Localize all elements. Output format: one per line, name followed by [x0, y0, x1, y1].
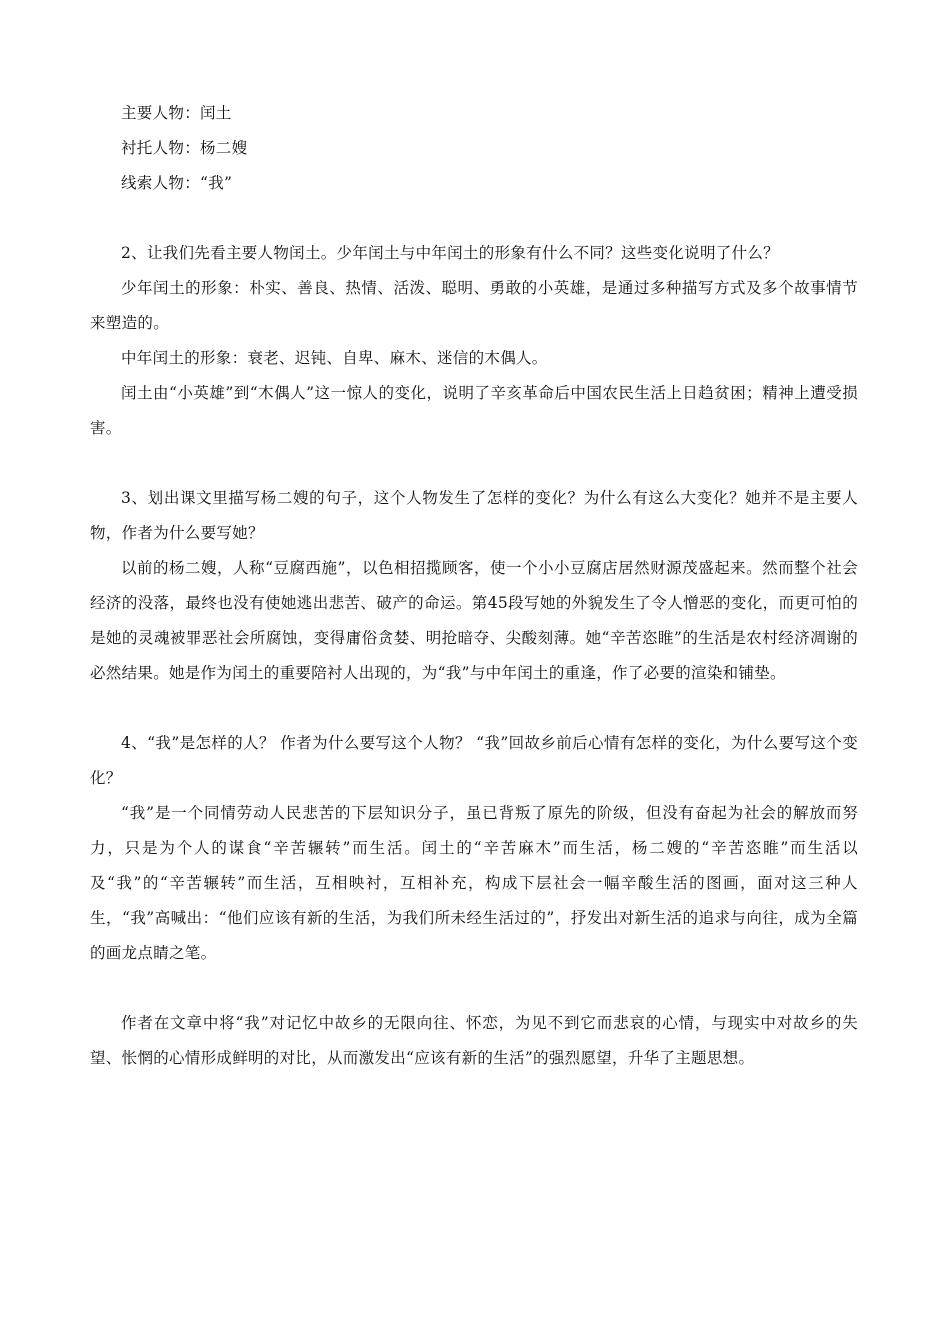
spacer [90, 691, 858, 726]
spacer [90, 201, 858, 236]
conclusion-paragraph: 作者在文章中将“我”对记忆中故乡的无限向往、怀恋，为见不到它而悲哀的心情，与现实中对故乡的失望、怅惘的心情形成鲜明的对比，从而激发出“应该有新的生活”的强烈愿望，升华了主题思想。 [90, 1014, 858, 1067]
foil-character-line: 衬托人物：杨二嫂 [121, 139, 248, 157]
answer-4: “我”是一个同情劳动人民悲苦的下层知识分子，虽已背叛了原先的阶级，但没有奋起为社会的解放而努力，只是为个人的谋食“辛苦辗转”而生活。闰土的“辛苦麻木”而生活，杨二嫂的“辛苦恣睢”而生活以及“我”的“辛苦辗转”而生活，互相映衬，互相补充，构成下层社会一幅辛酸生活的图画，面对这三种人生，“我”高喊出：“他们应该有新的生活，为我们所未经生活过的”，抒发出对新生活的追求与向往，成为全篇的画龙点睛之笔。 [90, 804, 858, 962]
question-2: 2、让我们先看主要人物闰土。少年闰土与中年闰土的形象有什么不同？这些变化说明了什么？ [121, 244, 779, 262]
spacer [90, 446, 858, 481]
answer-3: 以前的杨二嫂，人称“豆腐西施”，以色相招揽顾客，使一个小小豆腐店居然财源茂盛起来。然而整个社会经济的没落，最终也没有使她逃出悲苦、破产的命运。第45段写她的外貌发生了令人憎恶的变化，而更可怕的是她的灵魂被罪恶社会所腐蚀，变得庸俗贪婪、明抢暗夺、尖酸刻薄。她“辛苦恣睢”的生活是农村经济凋谢的必然结果。她是作为闰土的重要陪衬人出现的，为“我”与中年闰土的重逢，作了必要的渲染和铺垫。 [90, 559, 858, 682]
spacer [90, 971, 858, 1006]
question-4: 4、“我”是怎样的人？ 作者为什么要写这个人物？ “我”回故乡前后心情有怎样的变化，为什么要写这个变化？ [90, 734, 858, 787]
answer-2-middle-aged-runtu: 中年闰土的形象：衰老、迟钝、自卑、麻木、迷信的木偶人。 [121, 349, 548, 367]
main-character-line: 主要人物：闰土 [121, 104, 232, 122]
answer-2-change: 闰土由“小英雄”到“木偶人”这一惊人的变化，说明了辛亥革命后中国农民生活上日趋贫困；精神上遭受损害。 [90, 384, 858, 437]
question-3: 3、划出课文里描写杨二嫂的句子，这个人物发生了怎样的变化？为什么有这么大变化？她并不是主要人物，作者为什么要写她？ [90, 489, 858, 542]
clue-character-line: 线索人物：“我” [121, 174, 233, 192]
answer-2-young-runtu: 少年闰土的形象：朴实、善良、热情、活泼、聪明、勇敢的小英雄，是通过多种描写方式及多个故事情节来塑造的。 [90, 279, 858, 332]
document-body [90, 96, 858, 1076]
